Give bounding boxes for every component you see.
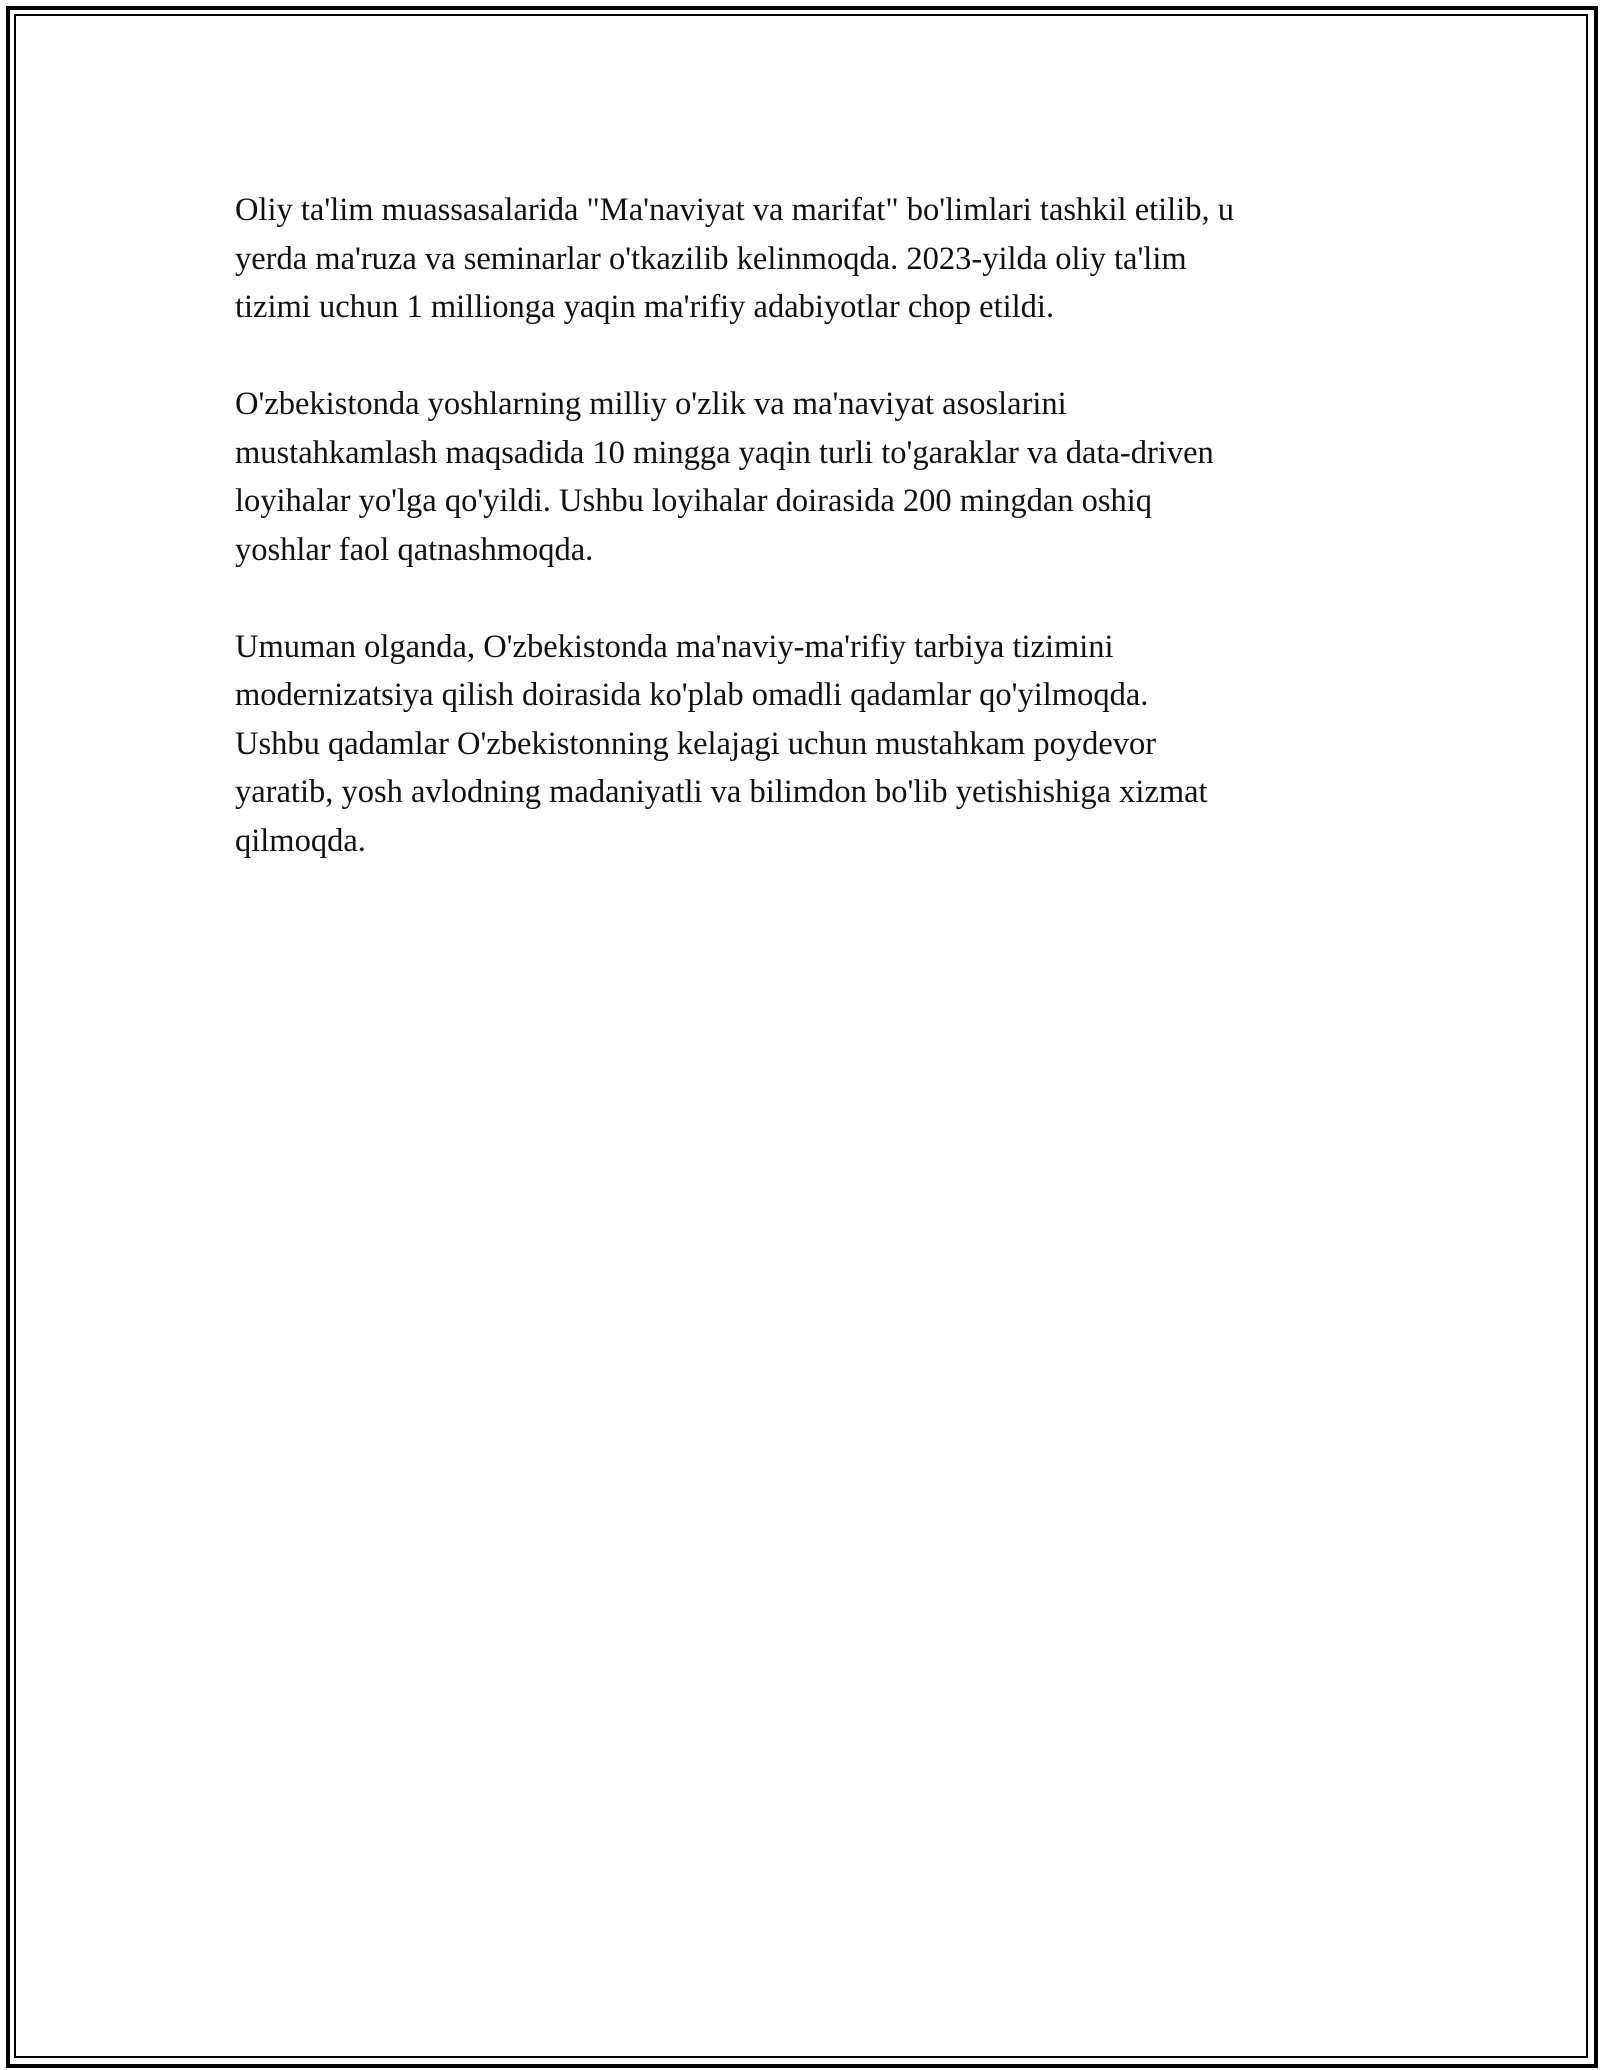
paragraph-higher-education: Oliy ta'lim muassasalarida "Ma'naviyat va marifat" bo'limlari tashkil etilib, u yerda ma'ruza va seminarlar o'tkazilib kelinmoqda. 2023-yilda oliy ta'lim tizimi uchun 1 millionga yaqin ma'rifiy adabiyotlar chop etildi.	[235, 192, 1234, 325]
paragraph-conclusion: Umuman olganda, O'zbekistonda ma'naviy-ma'rifiy tarbiya tizimini modernizatsiya qilish doirasida ko'plab omadli qadamlar qo'yilmoqda. Ushbu qadamlar O'zbekistonning kelajagi uchun mustahkam poydevor yaratib, yosh avlodning madaniyatli va bilimdon bo'lib yetishishiga xizmat qilmoqda.	[235, 628, 1208, 859]
paragraph-youth-projects: O'zbekistonda yoshlarning milliy o'zlik va ma'naviyat asoslarini mustahkamlash maqsadida 10 mingga yaqin turli to'garaklar va data-driven loyihalar yo'lga qo'yildi. Ushbu loyihalar doirasida 200 mingdan oshiq yoshlar faol qatnashmoqda.	[235, 386, 1214, 568]
document-body	[235, 186, 1375, 914]
